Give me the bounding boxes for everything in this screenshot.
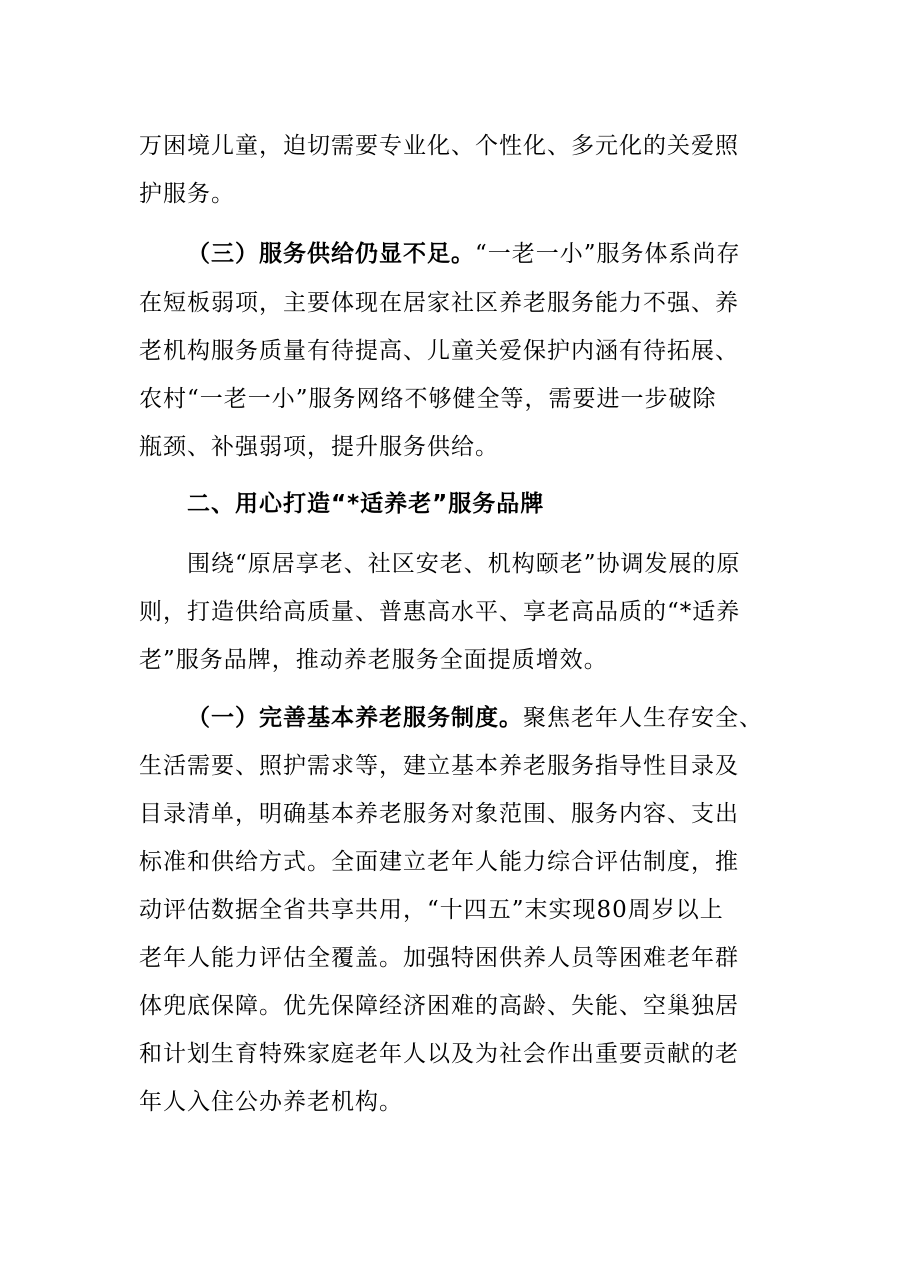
paragraph-4-line-8: 和计划生育特殊家庭老年人以及为社会作出重要贡献的老 [139, 1041, 739, 1067]
paragraph-4-line-1 [187, 698, 779, 738]
paragraph-4-line-2: 生活需要、照护需求等，建立基本养老服务指导性目录及 [139, 753, 739, 779]
paragraph-2-line-5: 瓶颈、补强弱项，提升服务供给。 [139, 434, 499, 460]
paragraph-4-line-3: 目录清单，明确基本养老服务对象范围、服务内容、支出 [139, 801, 739, 827]
paragraph-2-line-2: 在短板弱项，主要体现在居家社区养老服务能力不强、养 [139, 290, 739, 316]
paragraph-3-line-2: 则，打造供给高质量、普惠高水平、享老高品质的“*适养 [139, 599, 741, 625]
paragraph-1-line-2: 护服务。 [139, 181, 235, 207]
section-heading: 二、用心打造“*适养老”服务品牌 [187, 491, 545, 517]
paragraph-3-line-1: 围绕“原居享老、社区安老、机构颐老”协调发展的原 [187, 551, 741, 577]
paragraph-4-line-7: 体兜底保障。优先保障经济困难的高龄、失能、空巢独居 [139, 993, 739, 1019]
paragraph-2-line-1-text: “一老一小”服务体系尚存 [475, 241, 741, 267]
paragraph-2-line-1 [187, 234, 779, 274]
paragraph-4-line-9: 年人入住公办养老机构。 [139, 1089, 403, 1115]
paragraph-2-line-3: 老机构服务质量有待提高、儿童关爱保护内涵有待拓展、 [139, 338, 739, 364]
paragraph-4-line-6: 老年人能力评估全覆盖。加强特困供养人员等困难老年群 [139, 945, 739, 971]
paragraph-4-line-1-text: 聚焦老年人生存安全、 [523, 705, 763, 731]
paragraph-2-bold-lead: （三）服务供给仍显不足。 [187, 240, 475, 267]
paragraph-1-line-1: 万困境儿童，迫切需要专业化、个性化、多元化的关爱照 [139, 133, 739, 159]
paragraph-4-bold-lead: （一）完善基本养老服务制度。 [187, 704, 523, 731]
paragraph-4-line-4: 标准和供给方式。全面建立老年人能力综合评估制度，推 [139, 849, 739, 875]
paragraph-4-line-5: 动评估数据全省共享共用，“十四五”末实现80周岁以上 [139, 897, 724, 923]
paragraph-3-line-3: 老”服务品牌，推动养老服务全面提质增效。 [139, 647, 608, 673]
paragraph-2-line-4: 农村“一老一小”服务网络不够健全等，需要进一步破除 [139, 386, 717, 412]
